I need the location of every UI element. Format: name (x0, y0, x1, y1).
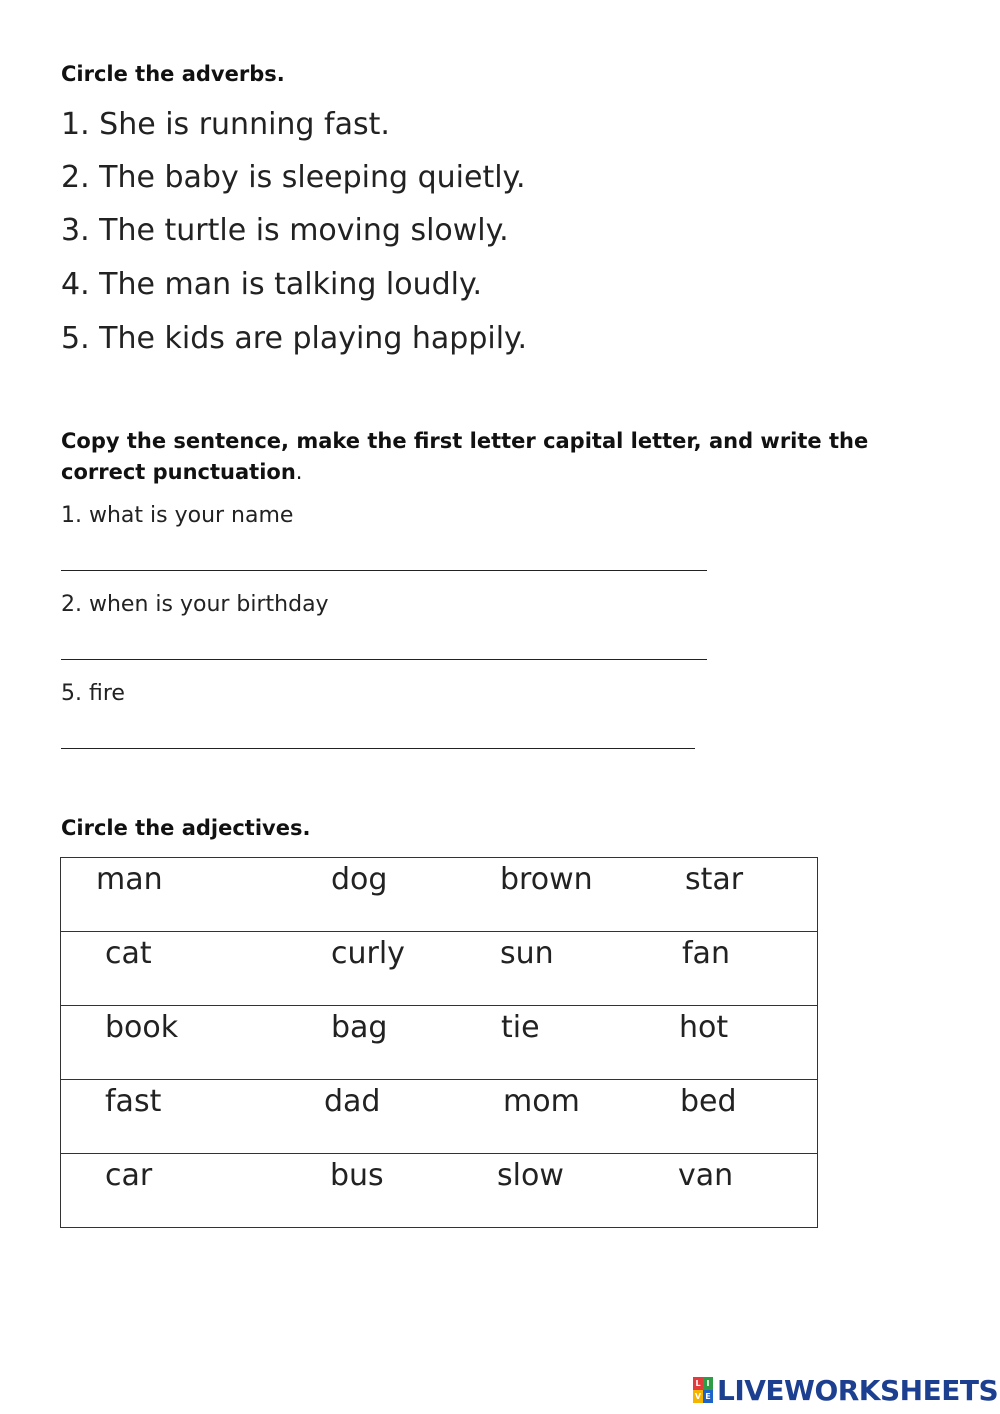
logo-mark-letter: L (693, 1377, 703, 1390)
table-cell (305, 1080, 475, 1154)
table-row (61, 932, 818, 1006)
adverb-sentence-4: 4. The man is talking loudly. (61, 267, 483, 302)
word-man[interactable]: man (96, 862, 163, 897)
adjectives-table (60, 857, 818, 1228)
table-row (61, 1080, 818, 1154)
word-cat[interactable]: cat (105, 936, 152, 971)
word-bag[interactable]: bag (331, 1010, 388, 1045)
table-row (61, 1006, 818, 1080)
table-cell (475, 1080, 655, 1154)
table-cell (61, 1006, 306, 1080)
word-brown[interactable]: brown (500, 862, 593, 897)
logo-mark-letter: E (703, 1390, 713, 1403)
table-cell (475, 1154, 655, 1228)
table-cell (61, 858, 306, 932)
word-dad[interactable]: dad (324, 1084, 381, 1119)
word-car[interactable]: car (105, 1158, 153, 1193)
word-book[interactable]: book (105, 1010, 179, 1045)
adverb-sentence-5: 5. The kids are playing happily. (61, 321, 528, 356)
word-mom[interactable]: mom (503, 1084, 580, 1119)
table-cell (655, 1154, 818, 1228)
table-cell (475, 932, 655, 1006)
table-cell (305, 932, 475, 1006)
logo-mark-icon (693, 1377, 713, 1403)
adverb-sentence-1: 1. She is running fast. (61, 107, 390, 142)
word-hot[interactable]: hot (679, 1010, 729, 1045)
table-cell (655, 932, 818, 1006)
copy-prompt-3: 5. fire (61, 681, 125, 706)
table-cell (61, 1080, 306, 1154)
word-curly[interactable]: curly (331, 936, 405, 971)
word-bus[interactable]: bus (330, 1158, 384, 1193)
word-sun[interactable]: sun (500, 936, 554, 971)
table-cell (305, 1006, 475, 1080)
copy-prompt-2: 2. when is your birthday (61, 592, 329, 617)
copy-heading (61, 426, 941, 488)
word-van[interactable]: van (678, 1158, 734, 1193)
word-tie[interactable]: tie (501, 1010, 540, 1045)
table-cell (655, 1080, 818, 1154)
word-fan[interactable]: fan (682, 936, 730, 971)
answer-line-3[interactable] (61, 748, 695, 749)
copy-heading-period: . (295, 460, 303, 484)
table-cell (61, 932, 306, 1006)
word-slow[interactable]: slow (497, 1158, 564, 1193)
copy-prompt-1: 1. what is your name (61, 503, 294, 528)
logo-text: LIVEWORKSHEETS (717, 1373, 999, 1407)
answer-line-1[interactable] (61, 570, 707, 571)
liveworksheets-logo (693, 1374, 998, 1406)
answer-line-2[interactable] (61, 659, 707, 660)
table-cell (305, 1154, 475, 1228)
word-bed[interactable]: bed (680, 1084, 737, 1119)
table-cell (61, 1154, 306, 1228)
adverb-sentence-2: 2. The baby is sleeping quietly. (61, 160, 526, 195)
adjectives-heading: Circle the adjectives. (61, 816, 311, 840)
table-cell (305, 858, 475, 932)
word-fast[interactable]: fast (105, 1084, 162, 1119)
copy-heading-text: Copy the sentence, make the first letter capital letter, and write the correct punctuation (61, 429, 869, 484)
adverb-sentence-3: 3. The turtle is moving slowly. (61, 213, 509, 248)
table-row (61, 1154, 818, 1228)
adverbs-heading: Circle the adverbs. (61, 62, 285, 86)
table-cell (475, 1006, 655, 1080)
word-dog[interactable]: dog (331, 862, 388, 897)
logo-mark-letter: V (694, 1392, 702, 1401)
word-star[interactable]: star (685, 862, 744, 897)
table-row (61, 858, 818, 932)
table-cell (475, 858, 655, 932)
table-cell (655, 858, 818, 932)
table-cell (655, 1006, 818, 1080)
logo-mark-letter: I (703, 1377, 713, 1390)
